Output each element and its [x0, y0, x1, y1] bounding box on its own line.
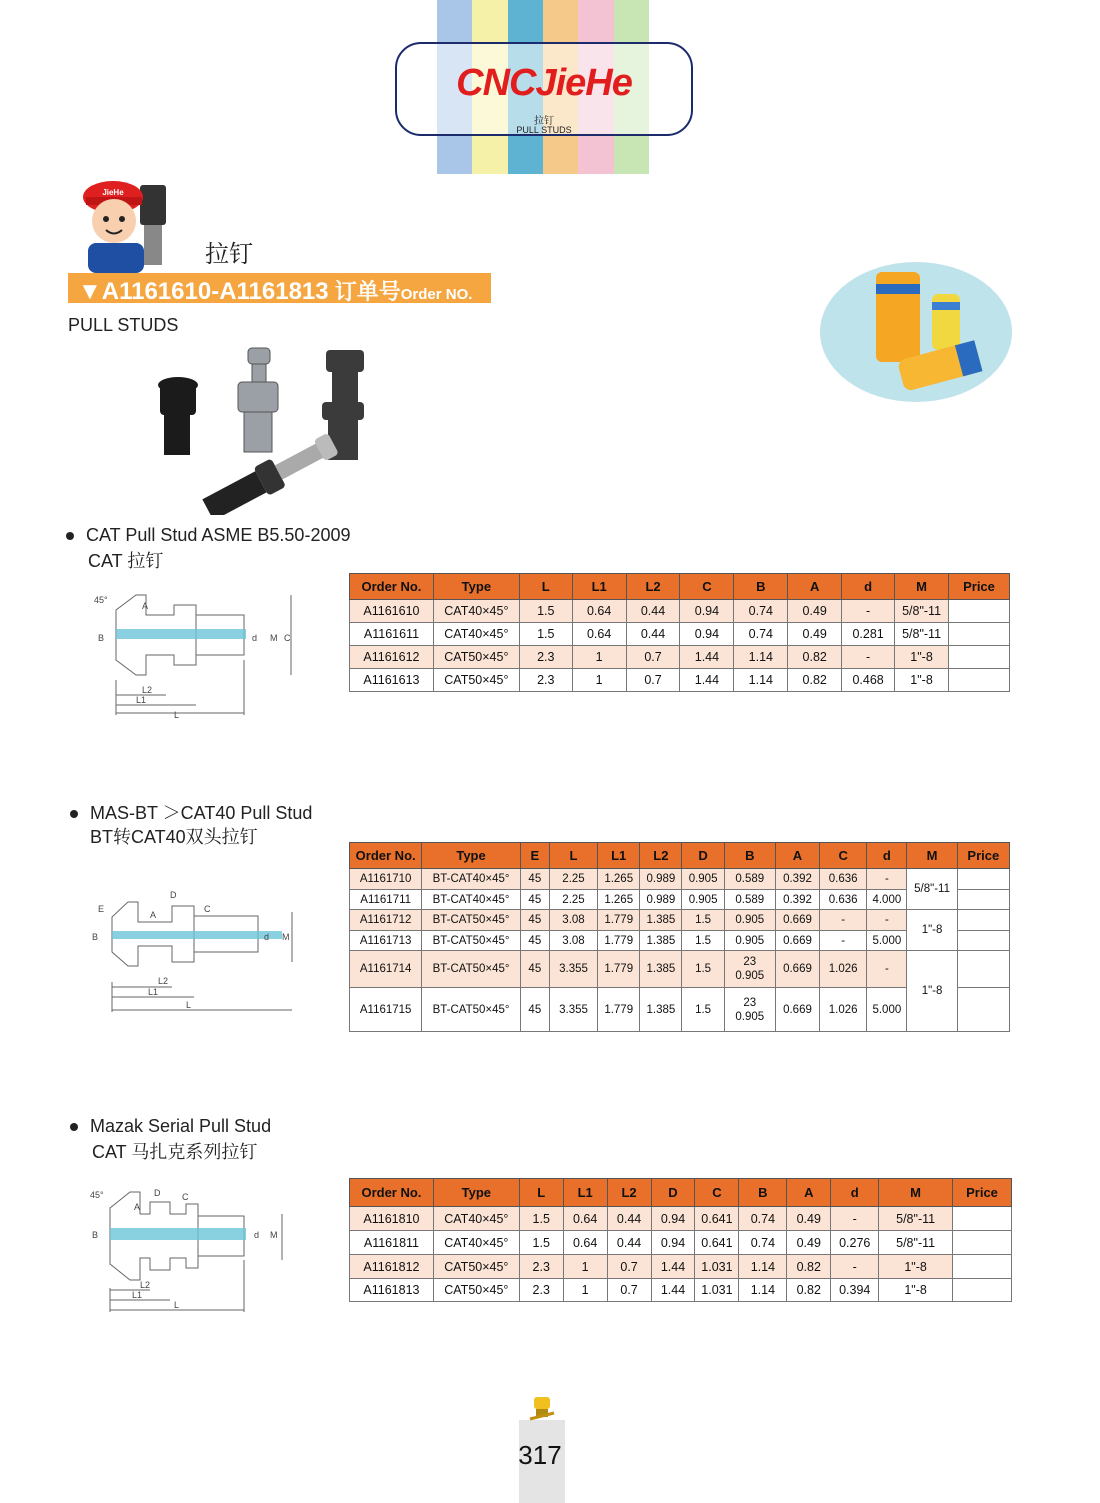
table-row — [350, 910, 1010, 931]
price-cell[interactable] — [957, 869, 1009, 890]
table-cell: 0.989 — [640, 890, 682, 910]
table-cell: 0.44 — [607, 1231, 651, 1255]
table-cell: 1.5 — [682, 910, 724, 931]
spec-table — [349, 842, 1010, 1032]
column-header: d — [867, 843, 907, 869]
table-cell: 0.7 — [607, 1279, 651, 1302]
table-cell: 0.64 — [572, 600, 626, 623]
price-cell[interactable] — [949, 646, 1010, 669]
table-row — [350, 600, 1010, 623]
table-cell: 0.82 — [788, 646, 842, 669]
table-cell: A1161611 — [350, 623, 434, 646]
table-cell: 0.44 — [626, 600, 680, 623]
column-header: L2 — [607, 1179, 651, 1207]
drawing-label: L1 — [132, 1290, 143, 1300]
table-cell: A1161715 — [350, 988, 422, 1032]
column-header: L — [519, 1179, 563, 1207]
price-cell[interactable] — [957, 951, 1009, 988]
drawing-label: L1 — [136, 695, 147, 705]
table-cell: CAT40×45° — [433, 1207, 519, 1231]
table-cell: CAT50×45° — [433, 646, 519, 669]
table-cell: 1.5 — [519, 623, 572, 646]
drawing-label: D — [154, 1188, 161, 1198]
table-cell: CAT50×45° — [433, 1279, 519, 1302]
table-row — [350, 669, 1010, 692]
order-range — [78, 275, 472, 306]
mascot-small-icon — [526, 1395, 558, 1423]
table-row — [350, 1255, 1012, 1279]
table-cell: 1.779 — [598, 988, 640, 1032]
price-cell[interactable] — [957, 910, 1009, 931]
table-cell: 1.026 — [820, 988, 867, 1032]
table-cell: 1.385 — [640, 951, 682, 988]
table-cell: 0.669 — [775, 951, 819, 988]
table-cell: BT-CAT50×45° — [422, 951, 520, 988]
order-label-en: Order NO. — [400, 286, 473, 303]
column-header: L1 — [572, 574, 626, 600]
table-row — [350, 951, 1010, 988]
table-cell: 5.000 — [867, 931, 907, 951]
table-cell: 0.94 — [680, 600, 734, 623]
column-header: C — [680, 574, 734, 600]
table-cell: 1.14 — [734, 646, 788, 669]
table-cell: 1.5 — [682, 988, 724, 1032]
table-cell: 0.636 — [820, 869, 867, 890]
drawing-label: A — [150, 910, 157, 920]
table-cell: 5/8"-11 — [879, 1207, 953, 1231]
table-cell: 3.08 — [549, 931, 597, 951]
drawing-label: d — [254, 1230, 260, 1240]
column-header: L1 — [563, 1179, 607, 1207]
table-cell: 1.265 — [598, 890, 640, 910]
table-cell: 1"-8 — [895, 646, 949, 669]
table-cell: 0.7 — [626, 646, 680, 669]
column-header: D — [682, 843, 724, 869]
section-3-drawing — [86, 1180, 296, 1315]
table-cell: A1161610 — [350, 600, 434, 623]
column-header: Type — [433, 574, 519, 600]
column-header: Price — [957, 843, 1009, 869]
table-cell: 0.64 — [572, 623, 626, 646]
drawing-label: E — [98, 904, 105, 914]
table-cell: 1.5 — [682, 931, 724, 951]
table-cell: 1 — [563, 1255, 607, 1279]
table-cell: 0.905 — [724, 910, 775, 931]
column-header: Order No. — [350, 843, 422, 869]
drawing-label: C — [284, 633, 291, 643]
table-cell: 0.905 — [682, 869, 724, 890]
table-cell: 5.000 — [867, 988, 907, 1032]
table-cell: 1.5 — [519, 600, 572, 623]
column-header: Price — [949, 574, 1010, 600]
column-header: D — [651, 1179, 695, 1207]
mascot-icon — [78, 175, 178, 275]
page-subtitle: PULL STUDS — [68, 315, 179, 335]
table-cell: A1161810 — [350, 1207, 434, 1231]
table-cell: 45 — [520, 890, 549, 910]
table-cell: 1.44 — [680, 669, 734, 692]
table-cell: 1.031 — [695, 1255, 739, 1279]
section-1-drawing — [86, 585, 296, 720]
table-cell: BT-CAT40×45° — [422, 869, 520, 890]
column-header: A — [775, 843, 819, 869]
table-cell: 0.49 — [787, 1231, 831, 1255]
column-header: M — [895, 574, 949, 600]
drawing-label: B — [92, 1230, 99, 1240]
table-cell: 2.3 — [519, 646, 572, 669]
table-cell: A1161613 — [350, 669, 434, 692]
section-2-subtitle: BT转CAT40双头拉钉 — [90, 827, 258, 847]
column-header: L — [519, 574, 572, 600]
table-cell: 0.394 — [831, 1279, 879, 1302]
table-cell: 0.276 — [831, 1231, 879, 1255]
price-cell[interactable] — [957, 931, 1009, 951]
table-cell: CAT50×45° — [433, 669, 519, 692]
section-3-title-en: Mazak Serial Pull Stud — [90, 1116, 272, 1136]
table-cell: CAT40×45° — [433, 600, 519, 623]
table-cell: 0.468 — [842, 669, 895, 692]
table-cell: - — [820, 910, 867, 931]
table-cell: A1161813 — [350, 1279, 434, 1302]
table-cell: 5/8"-11 — [895, 623, 949, 646]
bullet-icon — [70, 1123, 78, 1131]
table-cell: 1 — [572, 646, 626, 669]
table-cell: - — [867, 910, 907, 931]
column-header: A — [787, 1179, 831, 1207]
table-cell: 1.779 — [598, 931, 640, 951]
table-row — [350, 869, 1010, 890]
table-cell: 1 — [563, 1279, 607, 1302]
table-cell: 3.08 — [549, 910, 597, 931]
packaging-photo — [820, 262, 1012, 402]
table-cell: - — [842, 646, 895, 669]
drawing-label: d — [264, 932, 270, 942]
table-cell: BT-CAT50×45° — [422, 988, 520, 1032]
column-header: Price — [953, 1179, 1012, 1207]
table-cell: A1161714 — [350, 951, 422, 988]
table-cell: CAT40×45° — [433, 623, 519, 646]
drawing-label: M — [270, 1230, 278, 1240]
price-cell[interactable] — [953, 1207, 1012, 1231]
drawing-label: 45° — [90, 1190, 104, 1200]
table-cell: 1"-8 — [907, 951, 957, 1032]
order-label-cn: 订单号 — [328, 279, 401, 304]
table-cell: 0.49 — [788, 623, 842, 646]
table-cell: 0.49 — [787, 1207, 831, 1231]
table-cell: 23 0.905 — [724, 951, 775, 988]
table-cell: 1.14 — [739, 1279, 787, 1302]
table-cell: - — [831, 1255, 879, 1279]
table-cell: - — [867, 869, 907, 890]
price-cell[interactable] — [957, 890, 1009, 910]
table-cell: 0.74 — [734, 600, 788, 623]
table-cell: - — [842, 600, 895, 623]
table-cell: - — [867, 951, 907, 988]
table-cell: 5/8"-11 — [895, 600, 949, 623]
table-cell: 0.74 — [734, 623, 788, 646]
table-cell: A1161811 — [350, 1231, 434, 1255]
drawing-label: A — [134, 1202, 141, 1212]
table-cell: 0.49 — [788, 600, 842, 623]
table-cell: 1.5 — [519, 1207, 563, 1231]
table-cell: - — [831, 1207, 879, 1231]
column-header: Order No. — [350, 1179, 434, 1207]
drawing-label: D — [170, 890, 177, 900]
table-cell: 0.64 — [563, 1207, 607, 1231]
table-cell: 2.25 — [549, 890, 597, 910]
table-cell: 0.74 — [739, 1231, 787, 1255]
table-cell: 0.669 — [775, 988, 819, 1032]
table-cell: 0.989 — [640, 869, 682, 890]
table-cell: 0.74 — [739, 1207, 787, 1231]
table-cell: 1.385 — [640, 988, 682, 1032]
table-cell: 1.14 — [739, 1255, 787, 1279]
drawing-label: 45° — [94, 595, 108, 605]
column-header: Type — [433, 1179, 519, 1207]
drawing-label: L — [174, 1300, 180, 1310]
table-cell: 0.669 — [775, 910, 819, 931]
price-cell[interactable] — [949, 623, 1010, 646]
table-cell: 0.636 — [820, 890, 867, 910]
drawing-label: L — [174, 710, 180, 720]
column-header: A — [788, 574, 842, 600]
price-cell[interactable] — [949, 600, 1010, 623]
table-cell: 45 — [520, 951, 549, 988]
table-cell: 1.026 — [820, 951, 867, 988]
drawing-label: A — [142, 601, 149, 611]
column-header: L2 — [640, 843, 682, 869]
table-cell: CAT50×45° — [433, 1255, 519, 1279]
table-cell: 3.355 — [549, 951, 597, 988]
table-row — [350, 646, 1010, 669]
drawing-label: C — [204, 904, 211, 914]
spec-table — [349, 573, 1010, 692]
pull-studs-photo — [150, 340, 370, 515]
table-cell: 23 0.905 — [724, 988, 775, 1032]
table-cell: 0.392 — [775, 890, 819, 910]
table-cell: BT-CAT50×45° — [422, 931, 520, 951]
column-header: L — [549, 843, 597, 869]
table-cell: 45 — [520, 869, 549, 890]
bullet-icon — [66, 532, 74, 540]
drawing-label: L — [186, 1000, 192, 1010]
table-row — [350, 1231, 1012, 1255]
column-header: L1 — [598, 843, 640, 869]
page-number: 317 — [518, 1440, 562, 1470]
table-cell: 0.64 — [563, 1231, 607, 1255]
table-cell: 1"-8 — [879, 1279, 953, 1302]
price-cell[interactable] — [953, 1231, 1012, 1255]
table-cell: 1.031 — [695, 1279, 739, 1302]
table-cell: 0.905 — [724, 931, 775, 951]
table-cell: 0.82 — [788, 669, 842, 692]
table-cell: 1.265 — [598, 869, 640, 890]
table-cell: 0.94 — [651, 1207, 695, 1231]
column-header: d — [842, 574, 895, 600]
table-cell: 1.14 — [734, 669, 788, 692]
table-cell: 5/8"-11 — [879, 1231, 953, 1255]
table-row — [350, 623, 1010, 646]
brand-logo: CNCJieHe — [456, 62, 632, 104]
table-cell: 2.25 — [549, 869, 597, 890]
table-cell: BT-CAT40×45° — [422, 890, 520, 910]
table-cell: 0.589 — [724, 869, 775, 890]
table-row — [350, 1279, 1012, 1302]
drawing-label: d — [252, 633, 258, 643]
table-cell: 45 — [520, 910, 549, 931]
table-cell: 1.5 — [682, 951, 724, 988]
column-header: C — [695, 1179, 739, 1207]
price-cell[interactable] — [953, 1279, 1012, 1302]
table-cell: 2.3 — [519, 669, 572, 692]
table-cell: 1.44 — [651, 1279, 695, 1302]
table-cell: 2.3 — [519, 1255, 563, 1279]
table-cell: 0.44 — [607, 1207, 651, 1231]
table-cell: 2.3 — [519, 1279, 563, 1302]
table-cell: 0.589 — [724, 890, 775, 910]
table-cell: 0.641 — [695, 1207, 739, 1231]
drawing-label: M — [270, 633, 278, 643]
table-cell: 0.281 — [842, 623, 895, 646]
column-header: d — [831, 1179, 879, 1207]
section-2-title — [70, 800, 312, 826]
section-1-subtitle: CAT 拉钉 — [88, 551, 164, 571]
column-header: B — [739, 1179, 787, 1207]
table-cell: 0.94 — [651, 1231, 695, 1255]
table-cell: A1161712 — [350, 910, 422, 931]
table-cell: 1.44 — [680, 646, 734, 669]
table-cell: 1.385 — [640, 910, 682, 931]
drawing-label: B — [92, 932, 99, 942]
drawing-label: M — [282, 932, 290, 942]
section-1-title — [66, 522, 350, 548]
table-cell: 0.82 — [787, 1255, 831, 1279]
column-header: B — [724, 843, 775, 869]
table-cell: 4.000 — [867, 890, 907, 910]
table-cell: 1 — [572, 669, 626, 692]
table-cell: 45 — [520, 931, 549, 951]
table-cell: 1.44 — [651, 1255, 695, 1279]
table-cell: 1.5 — [519, 1231, 563, 1255]
section-3-subtitle: CAT 马扎克系列拉钉 — [92, 1142, 258, 1162]
table-cell: 45 — [520, 988, 549, 1032]
table-cell: 5/8"-11 — [907, 869, 957, 910]
table-cell: 0.641 — [695, 1231, 739, 1255]
drawing-label: L2 — [158, 976, 169, 986]
table-cell: 1.779 — [598, 951, 640, 988]
table-cell: 1"-8 — [907, 910, 957, 951]
drawing-label: L2 — [142, 685, 153, 695]
bullet-icon — [70, 810, 78, 818]
table-cell: 0.905 — [682, 890, 724, 910]
column-header: E — [520, 843, 549, 869]
table-row — [350, 1207, 1012, 1231]
table-cell: A1161812 — [350, 1255, 434, 1279]
price-cell[interactable] — [957, 988, 1009, 1032]
table-cell: 0.7 — [626, 669, 680, 692]
table-cell: 1"-8 — [879, 1255, 953, 1279]
price-cell[interactable] — [953, 1255, 1012, 1279]
column-header: C — [820, 843, 867, 869]
table-cell: A1161713 — [350, 931, 422, 951]
table-cell: 3.355 — [549, 988, 597, 1032]
spec-table — [349, 1178, 1012, 1302]
table-cell: 1.385 — [640, 931, 682, 951]
column-header: Order No. — [350, 574, 434, 600]
table-cell: A1161612 — [350, 646, 434, 669]
column-header: L2 — [626, 574, 680, 600]
table-cell: 0.94 — [680, 623, 734, 646]
page-title-cn: 拉钉 — [205, 241, 253, 268]
table-cell: 0.82 — [787, 1279, 831, 1302]
drawing-label: C — [182, 1192, 189, 1202]
table-cell: 0.392 — [775, 869, 819, 890]
column-header: M — [907, 843, 957, 869]
column-header: Type — [422, 843, 520, 869]
column-header: B — [734, 574, 788, 600]
section-2-drawing — [86, 882, 296, 1017]
table-cell: 0.669 — [775, 931, 819, 951]
logo-subtitle-en: PULL STUDS — [516, 125, 572, 135]
table-cell: 0.44 — [626, 623, 680, 646]
svg-text:JieHe: JieHe — [102, 188, 124, 197]
table-cell: 0.7 — [607, 1255, 651, 1279]
order-range-code: ▼A1161610-A1161813 — [78, 278, 329, 305]
section-2-title-en: MAS-BT ＞CAT40 Pull Stud — [90, 803, 313, 823]
table-cell: A1161711 — [350, 890, 422, 910]
table-cell: - — [820, 931, 867, 951]
drawing-label: L2 — [140, 1280, 151, 1290]
section-3-title — [70, 1113, 271, 1139]
drawing-label: B — [98, 633, 105, 643]
logo-subtitle-cn: 拉钉 — [534, 116, 554, 127]
table-cell: 1"-8 — [895, 669, 949, 692]
drawing-label: L1 — [148, 987, 159, 997]
section-1-title-en: CAT Pull Stud ASME B5.50-2009 — [86, 525, 351, 545]
table-cell: BT-CAT50×45° — [422, 910, 520, 931]
price-cell[interactable] — [949, 669, 1010, 692]
table-cell: A1161710 — [350, 869, 422, 890]
table-cell: 1.779 — [598, 910, 640, 931]
table-cell: CAT40×45° — [433, 1231, 519, 1255]
column-header: M — [879, 1179, 953, 1207]
